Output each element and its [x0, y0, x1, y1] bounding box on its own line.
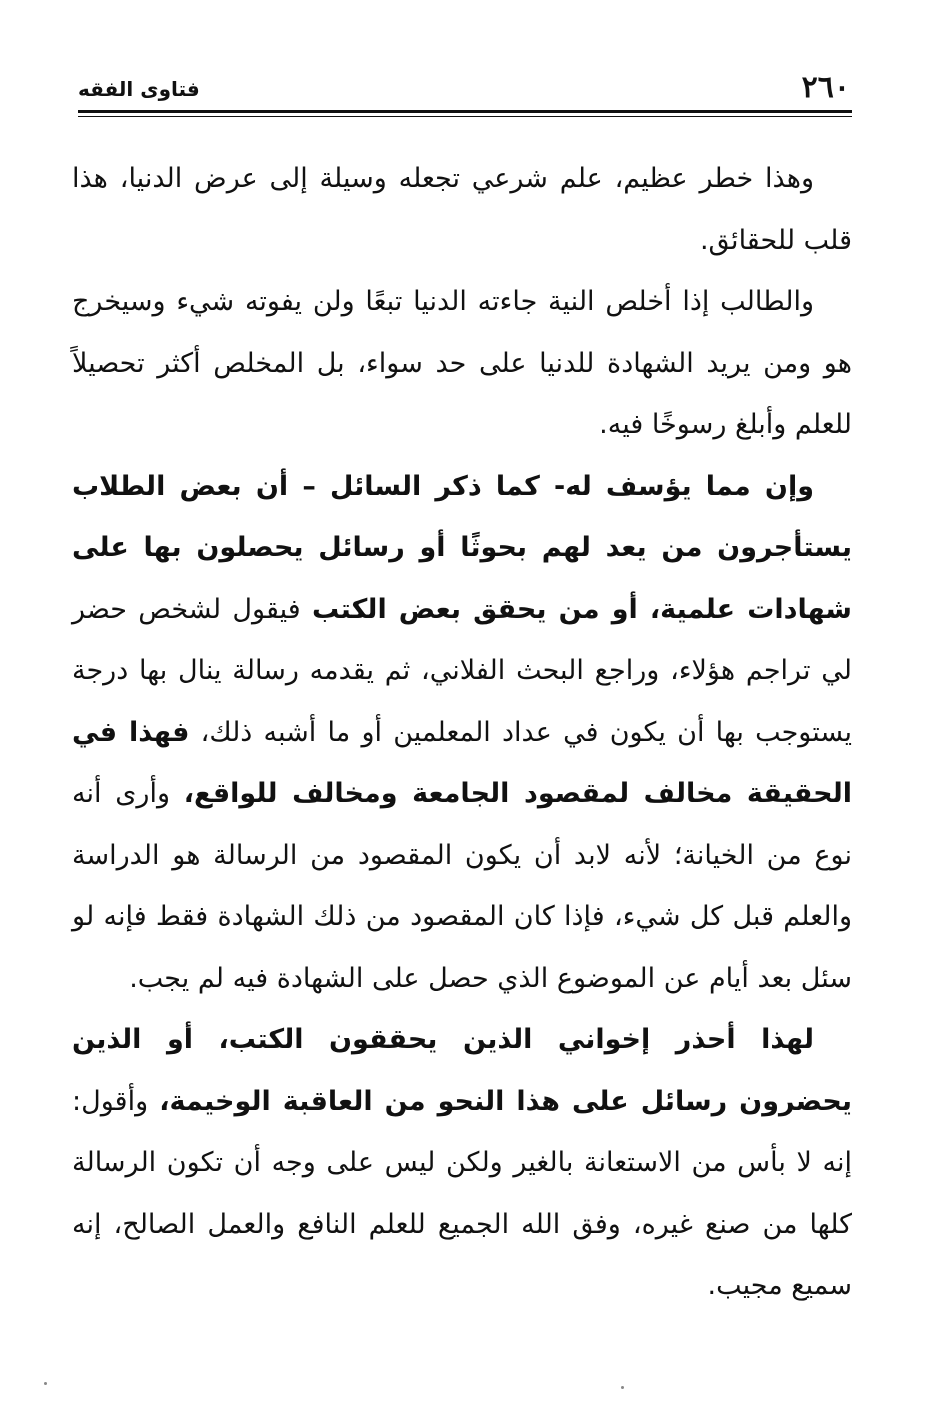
text-segment: فيقول لشخص حضر لي تراجم هؤلاء، وراجع البحث الفلاني، ثم يقدمه رسالة ينال بها درجة يستوجب بها أن يكون في عداد المعلمين أو ما أشبه ذلك، — [72, 593, 852, 748]
paragraph-2 — [72, 271, 852, 456]
text-segment: وهذا خطر عظيم، علم شرعي تجعله وسيلة إلى عرض الدنيا، هذا قلب للحقائق. — [72, 163, 852, 256]
bold-text-segment: وإن مما يؤسف له- كما ذكر السائل – أن بعض الطلاب يستأجرون من يعد لهم بحوثًا أو رسائل يحصلون بها على شهادات علمية، أو من يحقق بعض الكتب — [72, 470, 852, 625]
bold-text-segment: فهذا في الحقيقة مخالف لمقصود الجامعة ومخالف للواقع، — [72, 716, 852, 809]
scan-speck — [621, 1386, 624, 1389]
page-header — [78, 68, 850, 116]
text-segment: والطالب إذا أخلص النية جاءته الدنيا تبعًا ولن يفوته شيء وسيخرج هو ومن يريد الشهادة للدنيا على حد سواء، بل المخلص أكثر تحصيلاً للعلم وأبلغ رسوخًا فيه. — [72, 286, 852, 440]
running-title: فتاوى الفقه — [78, 77, 200, 101]
text-segment: وأرى أنه نوع من الخيانة؛ لأنه لابد أن يكون المقصود من الرسالة هو الدراسة والعلم قبل كل شيء، فإذا كان المقصود من ذلك الشهادة فقط فإنه لو سئل بعد أيام عن الموضوع الذي حصل على الشهادة فيه لم يجب. — [72, 778, 852, 994]
bold-text-segment: لهذا أحذر إخواني الذين يحققون الكتب، أو الذين يحضرون رسائل على هذا النحو من العاقبة الوخيمة، — [72, 1024, 852, 1117]
header-rule-thin — [78, 116, 852, 117]
paragraph-4 — [72, 1009, 852, 1317]
text-segment: وأقول: إنه لا بأس من الاستعانة بالغير ولكن ليس على وجه أن تكون الرسالة كلها من صنع غيره، وفق الله الجميع للعلم النافع والعمل الصالح، إنه سميع مجيب. — [72, 1085, 852, 1301]
page-number: ٢٦٠ — [801, 70, 850, 105]
paragraph-3 — [72, 456, 852, 1010]
header-rule-thick — [78, 110, 852, 113]
paragraph-1 — [72, 148, 852, 271]
scan-speck — [44, 1382, 47, 1385]
body-text — [72, 148, 852, 1317]
